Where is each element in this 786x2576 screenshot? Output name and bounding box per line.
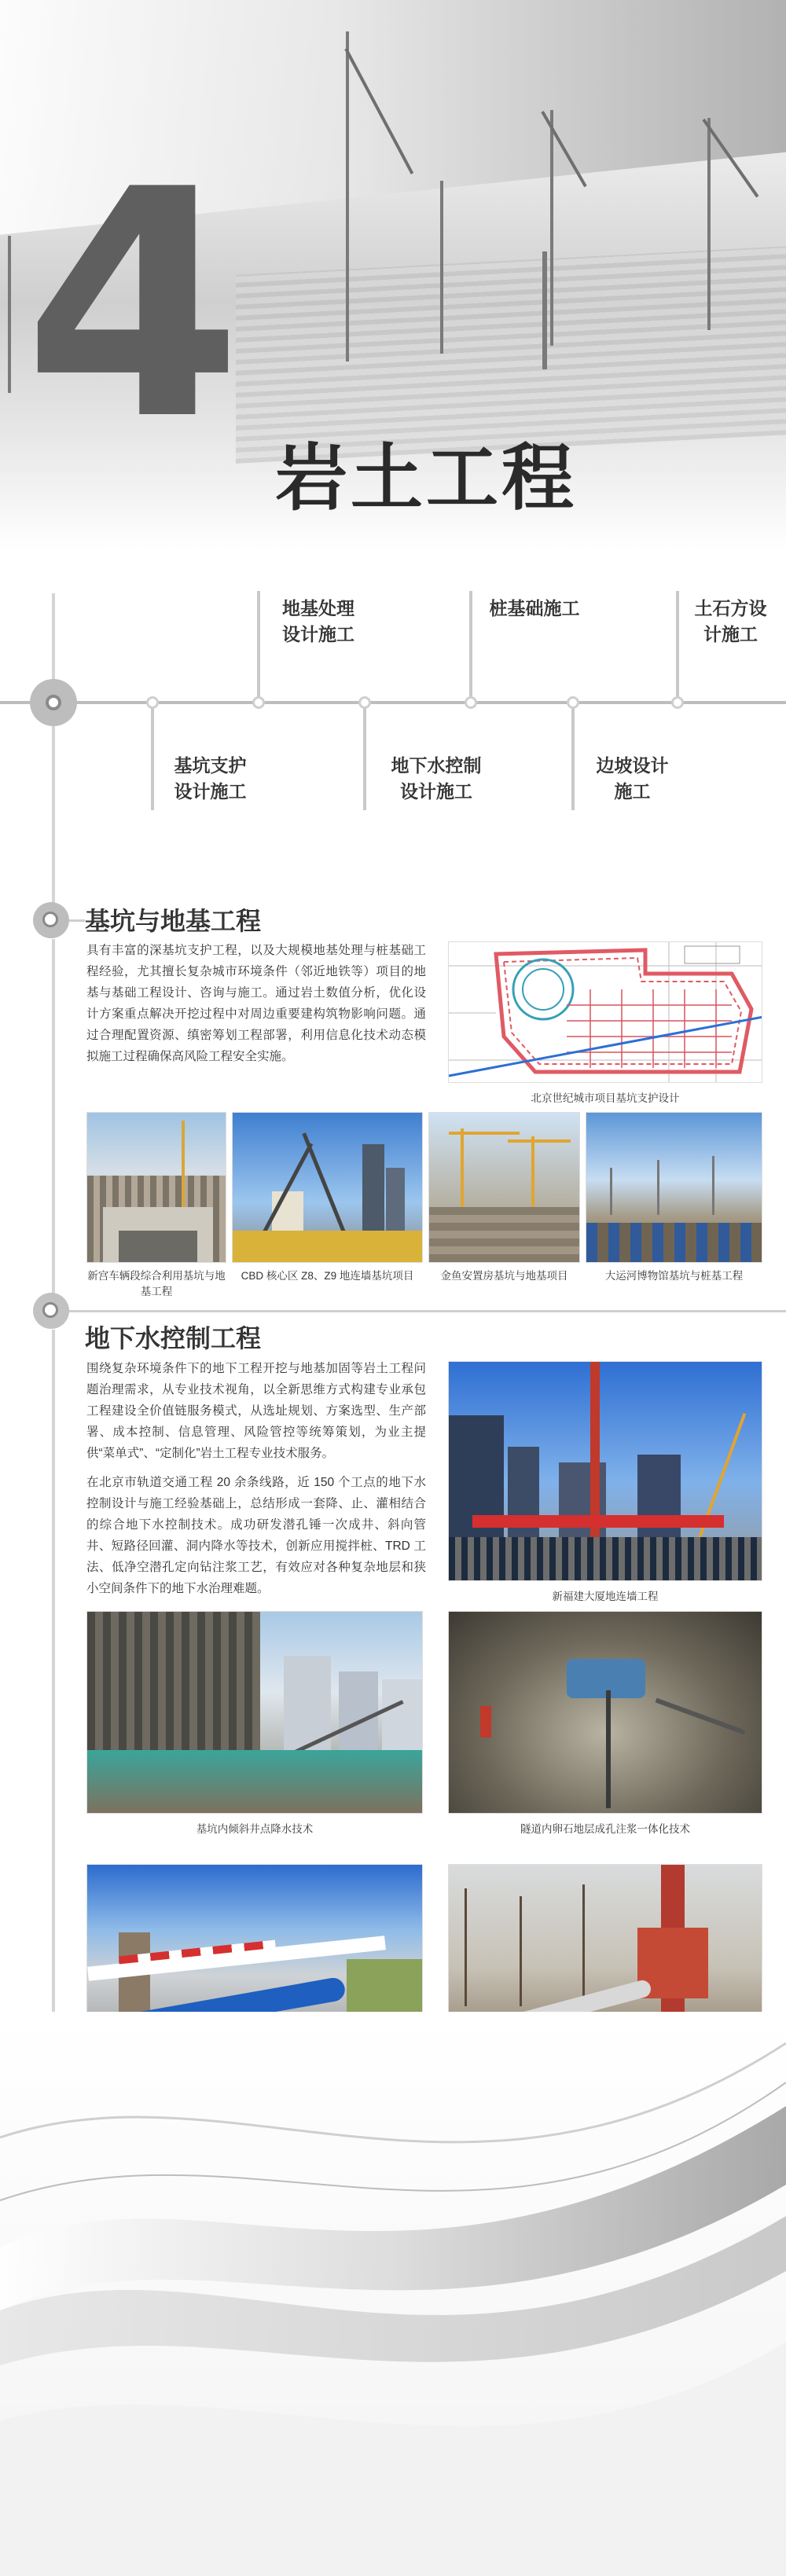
- photo-caption: 新福建大厦地连墙工程: [552, 1591, 659, 1602]
- timeline-node: [146, 696, 159, 709]
- section-rule: [69, 1310, 786, 1312]
- wave-graphic: [0, 2012, 786, 2576]
- timeline-item-earthwork: [685, 596, 776, 648]
- chapter-number: 4: [24, 123, 243, 489]
- section-title-groundwater: 地下水控制工程: [85, 1324, 262, 1352]
- site-plan-icon: [449, 942, 762, 1083]
- section2-paragraph: 在北京市轨道交通工程 20 余条线路，近 150 个工点的地下水控制设计与施工经验基础上，总结形成一套降、止、灌相结合的综合地下水控制技术。成功研发潜孔锤一次成井、斜向管井、短路径回灌、洞内降水等技术，创新应用搅拌桩、TRD 工法、低净空潜孔定向钻注浆工艺，有效应对各种复杂地层和狭小空间条件下的地下水治理难题。: [86, 1476, 426, 1595]
- foundation-pit-photo: [86, 1112, 226, 1263]
- section-marker: [33, 902, 69, 938]
- timeline-branch: [257, 591, 260, 701]
- timeline-label-line: 桩基础施工: [489, 598, 580, 618]
- photo-caption: 北京世纪城市项目基坑支护设计: [531, 1092, 680, 1104]
- tower-pole: [542, 251, 547, 369]
- timeline-label-line: 设计施工: [174, 781, 247, 802]
- section-title-foundation-pit: 基坑与地基工程: [85, 907, 262, 935]
- section-marker: [33, 1293, 69, 1329]
- pile-site-photo: [586, 1112, 762, 1263]
- timeline-left-rail: [52, 723, 55, 912]
- photo-caption: 金鱼安置房基坑与地基项目: [440, 1270, 568, 1282]
- timeline-item-slope: [583, 753, 681, 805]
- section2-paragraphs: [86, 1358, 426, 1599]
- photo-caption: 新宫车辆段综合利用基坑与地基工程: [87, 1270, 226, 1297]
- crane-mast: [550, 110, 553, 346]
- crane-photo: [232, 1112, 423, 1263]
- site-plan-drawing: [448, 941, 762, 1083]
- crane-mast: [707, 118, 711, 330]
- tunnel-photo: [448, 1611, 762, 1814]
- section2-paragraph: 围绕复杂环境条件下的地下工程开挖与地基加固等岩土工程问题治理需求，从专业技术视角，以全新思维方式构建专业承包工程建设全价值链服务模式，从选址规划、方案选型、生产部署、成本控制、信息管理、风险管控等统筹策划，为业主提供“菜单式”、“定制化”岩土工程专业技术服务。: [86, 1362, 426, 1460]
- timeline-node: [252, 696, 265, 709]
- decorative-wave-footer: [0, 2012, 786, 2576]
- photo-caption: 大运河博物馆基坑与桩基工程: [604, 1270, 744, 1282]
- timeline-node: [671, 696, 684, 709]
- timeline-branch: [363, 704, 366, 810]
- page-title: 岩土工程: [275, 439, 578, 519]
- section-left-rail: [52, 939, 55, 1297]
- dewatering-photo: [86, 1611, 423, 1814]
- timeline-label-line: 地下水控制: [391, 755, 482, 776]
- timeline-label-line: 计施工: [703, 624, 758, 645]
- hero-banner: [0, 0, 786, 550]
- group-photo: [448, 1361, 762, 1581]
- timeline-item-groundwater: [373, 753, 499, 805]
- timeline-label-line: 施工: [614, 781, 651, 802]
- timeline-item-foundation-pit: [161, 753, 259, 805]
- crane-mast: [440, 181, 443, 354]
- photo-caption: 基坑内倾斜井点降水技术: [196, 1823, 314, 1835]
- timeline-branch: [571, 704, 575, 810]
- timeline-item-pile-foundation: [483, 596, 586, 622]
- timeline-node: [358, 696, 371, 709]
- timeline-node: [567, 696, 579, 709]
- timeline-start-dot: [46, 695, 61, 710]
- timeline-axis: [0, 701, 786, 704]
- timeline-label-line: 设计施工: [282, 624, 354, 645]
- timeline-branch: [469, 591, 472, 701]
- crane-mast: [8, 236, 11, 393]
- timeline-label-line: 土石方设: [694, 598, 767, 618]
- timeline-label-line: 基坑支护: [174, 755, 247, 776]
- section1-paragraph: 具有丰富的深基坑支护工程，以及大规模地基处理与桩基础工程经验，尤其擅长复杂城市环境条件（邻近地铁等）项目的地基与基础工程设计、咨询与施工。通过岩土数值分析，优化设计方案重点解决开挖过程中对周边重要建构筑物影响问题。通过合理配置资源、缜密筹划工程部署，利用信息化技术动态模拟施工过程确保高风险工程安全实施。: [86, 944, 426, 1063]
- timeline-label-line: 设计施工: [400, 781, 472, 802]
- timeline-label-line: 地基处理: [282, 598, 354, 618]
- tower-crane-photo: [428, 1112, 580, 1263]
- crane-mast: [346, 31, 349, 361]
- timeline-label-line: 边坡设计: [596, 755, 669, 776]
- timeline-branch: [676, 591, 679, 701]
- section-rule: [69, 919, 85, 922]
- photo-caption: CBD 核心区 Z8、Z9 地连墙基坑项目: [241, 1270, 414, 1282]
- timeline-item-foundation-treatment: [271, 596, 365, 648]
- timeline-branch: [151, 704, 154, 810]
- timeline-node: [465, 696, 477, 709]
- photo-caption: 隧道内卵石地层成孔注浆一体化技术: [520, 1823, 690, 1835]
